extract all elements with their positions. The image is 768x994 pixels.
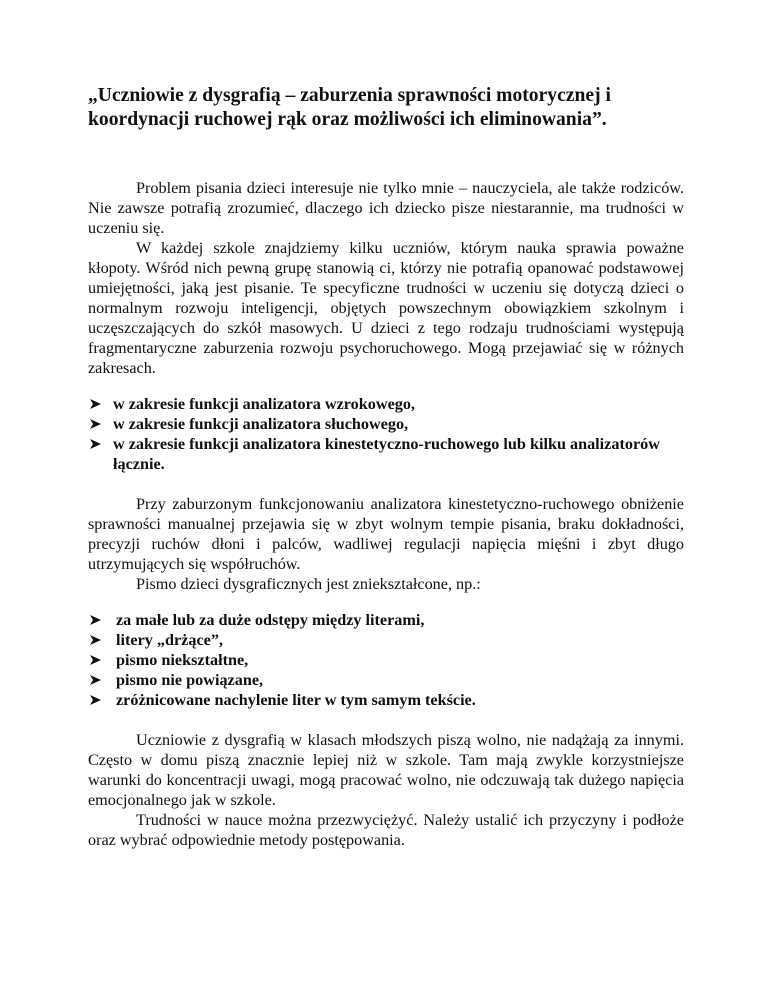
title-line-2: koordynacji ruchowej rąk oraz możliwości ich eliminowania”. — [88, 109, 607, 130]
paragraph-5: Uczniowie z dysgrafią w klasach młodszych piszą wolno, nie nadążają za innymi. Często w domu piszą znacznie lepiej niż w szkole. Tam mają zwykle korzystniejsze warunki do koncentracji uwagi, mogą pracować wolno, nie odczuwają tak dużego napięcia emocjonalnego jak w szkole. — [88, 731, 684, 809]
analyzer-list — [88, 394, 684, 474]
paragraph-1: Problem pisania dzieci interesuje nie tylko mnie – nauczyciela, ale także rodziców. Nie zawsze potrafią zrozumieć, dlaczego ich dziecko pisze niestarannie, ma trudności w uczeniu się. — [88, 179, 684, 237]
arrow-bullet-icon — [88, 610, 104, 630]
arrow-bullet-icon — [88, 670, 104, 690]
document-page — [88, 84, 684, 866]
list-item-text: pismo niekształtne, — [116, 651, 249, 669]
list-item — [88, 434, 684, 474]
list-item-text: w zakresie funkcji analizatora słuchowego, — [113, 415, 409, 433]
paragraph-6: Trudności w nauce można przezwyciężyć. Należy ustalić ich przyczyny i podłoże oraz wybrać odpowiednie metody postępowania. — [88, 811, 684, 849]
list-item — [88, 414, 684, 434]
list-item-text: w zakresie funkcji analizatora wzrokowego, — [113, 395, 415, 413]
handwriting-list — [88, 610, 684, 710]
list-item-text: pismo nie powiązane, — [116, 671, 264, 689]
list-item — [88, 394, 684, 414]
list-item — [88, 630, 684, 650]
arrow-bullet-icon — [88, 650, 104, 670]
paragraph-2: W każdej szkole znajdziemy kilku uczniów, którym nauka sprawia poważne kłopoty. Wśród nich pewną grupę stanowią ci, którzy nie potrafią opanować podstawowej umiejętności, jaką jest pisanie. Te specyficzne trudności w uczeniu się dotyczą dzieci o normalnym rozwoju inteligencji, objętych powszechnym obowiązkiem szkolnym i uczęszczających do szkół masowych. U dzieci z tego rodzaju trudnościami występują fragmentaryczne zaburzenia rozwoju psychoruchowego. Mogą przejawiać się w różnych zakresach. — [88, 239, 684, 377]
list-item — [88, 670, 684, 690]
closing-section — [88, 730, 684, 850]
document-title — [88, 84, 684, 132]
arrow-bullet-icon — [88, 630, 104, 650]
list-item-text: litery „drżące”, — [116, 631, 223, 649]
motor-section — [88, 494, 684, 594]
arrow-bullet-icon — [88, 414, 104, 434]
list-item-text: w zakresie funkcji analizatora kinestetyczno-ruchowego lub kilku analizatorów łącznie. — [113, 435, 660, 473]
list-item-text: za małe lub za duże odstępy między literami, — [116, 611, 425, 629]
list-item — [88, 690, 684, 710]
title-line-1: „Uczniowie z dysgrafią – zaburzenia sprawności motorycznej i — [88, 85, 611, 106]
list-item — [88, 610, 684, 630]
arrow-bullet-icon — [88, 690, 104, 710]
list-item-text: zróżnicowane nachylenie liter w tym samym tekście. — [116, 691, 476, 709]
paragraph-3: Przy zaburzonym funkcjonowaniu analizatora kinestetyczno-ruchowego obniżenie sprawności manualnej przejawia się w zbyt wolnym tempie pisania, braku dokładności, precyzji ruchów dłoni i palców, wadliwej regulacji napięcia mięśni i zbyt długo utrzymujących się współruchów. — [88, 495, 684, 573]
list-item — [88, 650, 684, 670]
paragraph-4: Pismo dzieci dysgraficznych jest zniekształcone, np.: — [136, 575, 481, 593]
intro-section — [88, 178, 684, 378]
arrow-bullet-icon — [88, 394, 104, 414]
arrow-bullet-icon — [88, 434, 104, 454]
